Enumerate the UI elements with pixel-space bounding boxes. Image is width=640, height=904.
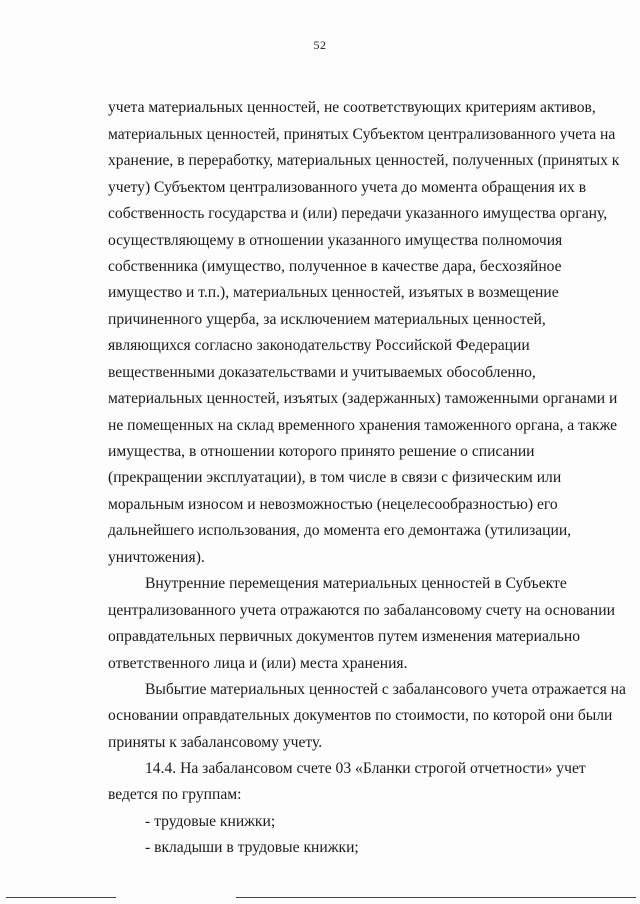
text-line: Внутренние перемещения материальных ценностей в Субъекте [145, 575, 567, 592]
text-line: являющихся согласно законодательству Российской Федерации [108, 337, 530, 354]
text-line: хранение, в переработку, материальных ценностей, полученных (принятых к [108, 152, 620, 169]
text-line: учета материальных ценностей, не соответствующих критериям активов, [108, 99, 596, 116]
text-line: осуществляющему в отношении указанного имущества полномочия [108, 232, 563, 249]
text-line: централизованного учета отражаются по забалансовому счету на основании [108, 602, 615, 619]
text-line: (прекращении эксплуатации), в том числе в связи с физическим или [108, 469, 562, 486]
text-line: вещественными доказательствами и учитываемых обособленно, [108, 364, 536, 381]
list-item: - вкладыши в трудовые книжки; [145, 839, 359, 856]
text-line: учету) Субъектом централизованного учета до момента обращения их в [108, 179, 587, 196]
text-line: материальных ценностей, изъятых (задержанных) таможенными органами и [108, 390, 618, 407]
text-line: дальнейшего использования, до момента его демонтажа (утилизации, [108, 522, 572, 539]
bottom-scan-line [6, 897, 116, 898]
text-line: причиненного ущерба, за исключением материальных ценностей, [108, 311, 546, 328]
text-line: ответственного лица и (или) места хранения. [108, 655, 408, 672]
list-item: - трудовые книжки; [145, 813, 276, 830]
text-line: имущество и т.п.), материальных ценностей, изъятых в возмещение [108, 284, 559, 301]
text-line: моральным износом и невозможностью (нецелесообразностью) его [108, 496, 558, 513]
text-line: не помещенных на склад временного хранения таможенного органа, а также [108, 417, 618, 434]
text-line: материальных ценностей, принятых Субъектом централизованного учета на [108, 126, 616, 143]
text-line: основании оправдательных документов по стоимости, по которой они были [108, 707, 613, 724]
text-line: 14.4. На забалансовом счете 03 «Бланки строгой отчетности» учет [145, 760, 586, 777]
text-line: уничтожения). [108, 549, 205, 566]
text-line: Выбытие материальных ценностей с забалансового учета отражается на [145, 681, 626, 698]
text-line: имущества, в отношении которого принято решение о списании [108, 443, 535, 460]
text-line: ведется по группам: [108, 786, 242, 803]
text-line: собственность государства и (или) передачи указанного имущества органу, [108, 205, 608, 222]
text-line: оправдательных первичных документов путем изменения материально [108, 628, 581, 645]
page-number: 52 [313, 38, 327, 52]
text-line: приняты к забалансовому учету. [108, 734, 323, 751]
text-line: собственника (имущество, полученное в качестве дара, бесхозяйное [108, 258, 562, 275]
bottom-scan-line [236, 897, 636, 898]
